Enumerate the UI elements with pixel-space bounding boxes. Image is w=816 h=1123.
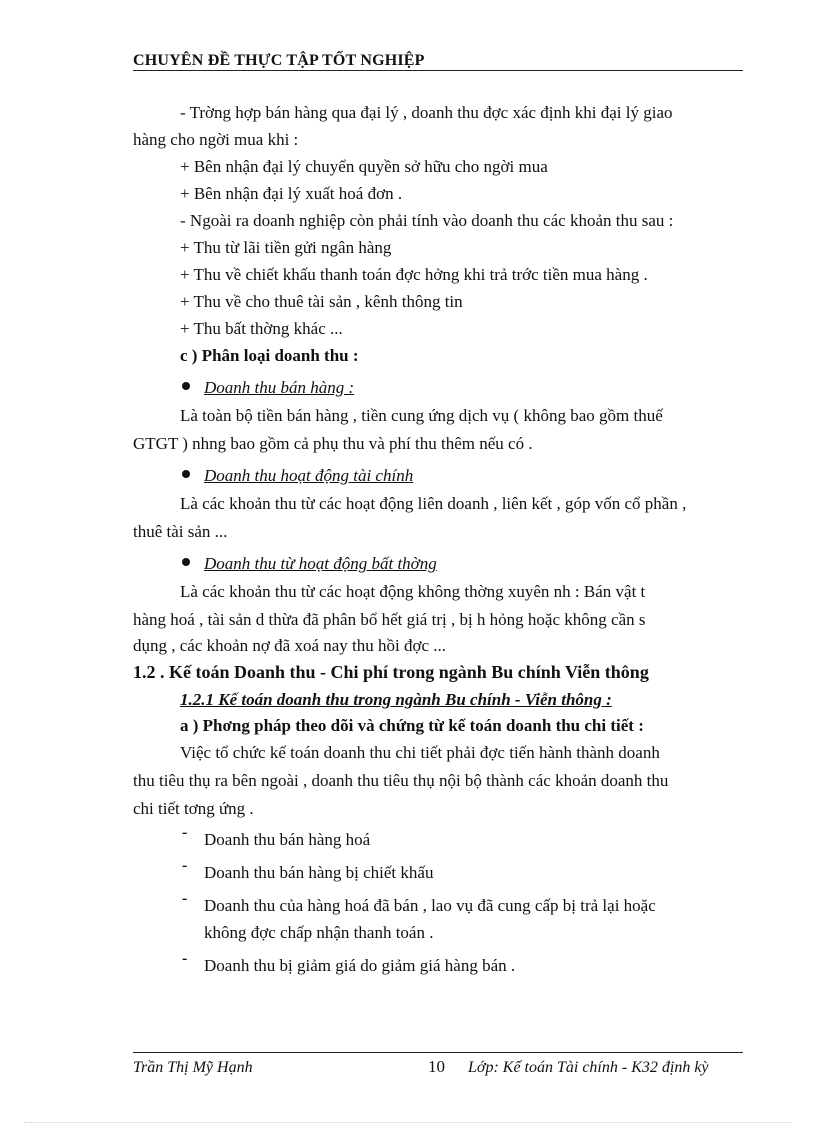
footer-rule [133, 1052, 743, 1053]
dash-bullet-icon: - [182, 950, 188, 967]
bullet-title: Doanh thu hoạt động tài chính [204, 466, 414, 485]
body-line: + Bên nhận đại lý xuất hoá đơn . [180, 184, 403, 203]
body-line: + Thu về cho thuê tài sản , kênh thông tin [180, 292, 463, 311]
body-line: hàng cho ngời mua khi : [133, 130, 299, 149]
body-line: Việc tổ chức kế toán doanh thu chi tiết phải đợc tiến hành thành doanh [180, 743, 660, 762]
dash-bullet-icon: - [182, 857, 188, 874]
section-heading-a: a ) Phơng pháp theo dõi và chứng từ kế toán doanh thu chi tiết : [180, 716, 644, 735]
list-item: Doanh thu bị giảm giá do giảm giá hàng bán . [204, 956, 516, 975]
body-line: Là các khoản thu từ các hoạt động liên doanh , liên kết , góp vốn cổ phần , [180, 494, 687, 513]
section-heading-1-2: 1.2 . Kế toán Doanh thu - Chi phí trong ngành Bu chính Viễn thông [133, 662, 649, 682]
body-line: thuê tài sản ... [133, 522, 228, 541]
document-header-title: CHUYÊN ĐỀ THỰC TẬP TỐT NGHIỆP [133, 52, 425, 69]
dash-bullet-icon: - [182, 890, 188, 907]
list-item: Doanh thu bán hàng bị chiết khấu [204, 863, 434, 882]
body-line: + Bên nhận đại lý chuyển quyền sở hữu cho ngời mua [180, 157, 548, 176]
list-item: Doanh thu bán hàng hoá [204, 830, 371, 849]
body-line: Là toàn bộ tiền bán hàng , tiền cung ứng dịch vụ ( không bao gồm thuế [180, 406, 663, 425]
section-heading-1-2-1: 1.2.1 Kế toán doanh thu trong ngành Bu chính - Viễn thông : [180, 690, 612, 709]
bullet-icon [182, 558, 190, 566]
body-line: GTGT ) nhng bao gồm cả phụ thu và phí thu thêm nếu có . [133, 434, 533, 453]
body-line: thu tiêu thụ ra bên ngoài , doanh thu tiêu thụ nội bộ thành các khoản doanh thu [133, 771, 669, 790]
header-rule [133, 70, 743, 71]
bullet-icon [182, 382, 190, 390]
body-line: - Trờng hợp bán hàng qua đại lý , doanh thu đợc xác định khi đại lý giao [180, 103, 673, 122]
body-line: dụng , các khoản nợ đã xoá nay thu hồi đợc ... [133, 636, 447, 655]
page-number: 10 [428, 1057, 445, 1076]
body-line: - Ngoài ra doanh nghiệp còn phải tính vào doanh thu các khoản thu sau : [180, 211, 674, 230]
dash-bullet-icon: - [182, 824, 188, 841]
bullet-title: Doanh thu từ hoạt động bất thờng [204, 554, 437, 573]
body-line: + Thu về chiết khấu thanh toán đợc hởng khi trả trớc tiền mua hàng . [180, 265, 648, 284]
footer-class-info: Lớp: Kế toán Tài chính - K32 định kỳ [468, 1059, 709, 1076]
body-line: chi tiết tơng ứng . [133, 799, 254, 818]
bullet-icon [182, 470, 190, 478]
body-line: hàng hoá , tài sản d thừa đã phân bổ hết giá trị , bị h hỏng hoặc không cần s [133, 610, 646, 629]
list-item-continuation: không đợc chấp nhận thanh toán . [204, 923, 434, 942]
body-line: Là các khoản thu từ các hoạt động không thờng xuyên nh : Bán vật t [180, 582, 646, 601]
list-item: Doanh thu của hàng hoá đã bán , lao vụ đã cung cấp bị trả lại hoặc [204, 896, 656, 915]
section-heading: c ) Phân loại doanh thu : [180, 346, 359, 365]
bullet-title: Doanh thu bán hàng : [204, 378, 355, 397]
body-line: + Thu bất thờng khác ... [180, 319, 343, 338]
body-line: + Thu từ lãi tiền gửi ngân hàng [180, 238, 392, 257]
footer-author: Trần Thị Mỹ Hạnh [133, 1059, 253, 1076]
